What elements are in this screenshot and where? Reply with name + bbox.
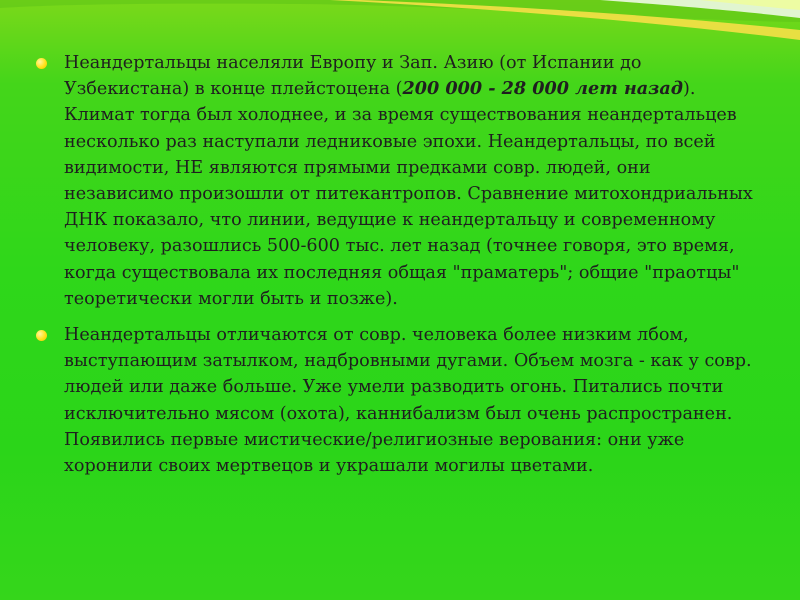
paragraph-2-text: Неандертальцы отличаются от совр. человека более низким лбом, выступающим затылком, надбровными дугами. Объем мозга - как у совр. людей или даже больше. Уже умели разводить огонь. Питались почти исключительно мясом (охота), каннибализм был очень распространен. Появились первые мистические/религиозные верования: они уже хоронили своих мертвецов и украшали могилы цветами. [64, 325, 752, 477]
paragraph-1-text-end: ). Климат тогда был холоднее, и за время существования неандертальцев несколько раз наступали ледниковые эпохи. Неандертальцы, по всей видимости, НЕ являются прямыми предками совр. людей, они независимо произошли от питекантропов. Сравнение митохондриальных ДНК показало, что линии, ведущие к неандертальцу и современному человеку, разошлись 500-600 тыс. лет назад (точнее говоря, это время, когда существовала их последняя общая "праматерь"; общие "праотцы" теоретически могли быть и позже). [64, 79, 753, 309]
date-range-emphasis: 200 000 - 28 000 лет назад [402, 78, 684, 100]
slide-body [36, 50, 756, 489]
paragraph-neanderthal-traits [36, 322, 756, 479]
paragraph-1-text-start: Неандертальцы населяли Европу и Зап. Азию (от Испании до Узбекистана) в конце плейстоцена ( [64, 53, 642, 100]
bullet-icon [36, 330, 47, 341]
bullet-icon [36, 58, 47, 69]
paragraph-neanderthal-range [36, 50, 756, 312]
